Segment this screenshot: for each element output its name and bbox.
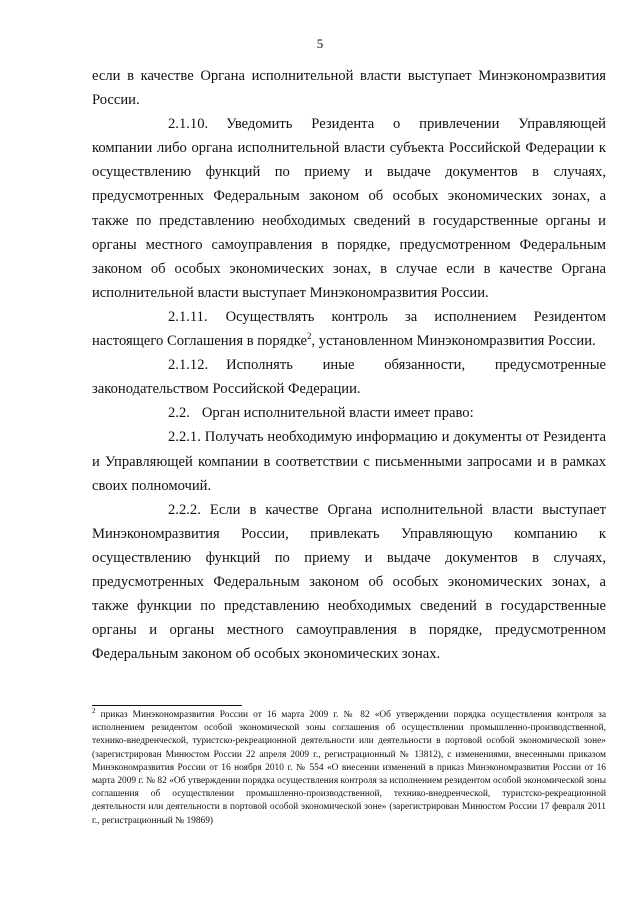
clause-text: Орган исполнительной власти имеет право:	[201, 405, 474, 422]
clause-number: 2.2.1.	[168, 429, 201, 446]
clause-number: 2.2.2.	[168, 501, 201, 518]
clause-text: Получать необходимую информацию и документы от Резидента и Управляющей компании в соответствии с письменными запросами и в рамках своих полномочий.	[92, 429, 606, 494]
footnote-mark: 2	[92, 706, 96, 715]
clause-number: 2.2.	[168, 405, 190, 422]
page-number: 5	[316, 36, 324, 51]
document-body	[92, 64, 606, 666]
clause-text: Если в качестве Органа исполнительной власти выступает Минэкономразвития России, привлекать Управляющую компанию к осуществлению функций по приему и выдаче документов в случаях, предусмотренных Федеральным законом об особых экономических зонах, а также функции по представлению необходимых сведений в государственные органы и органы местного самоуправления в порядке, предусмотренном Федеральным законом об особых экономических зонах.	[92, 501, 606, 663]
paragraph-2-1-12	[92, 353, 606, 401]
paragraph-2-2	[92, 401, 606, 425]
paragraph-2-1-10	[92, 112, 606, 305]
clause-number: 2.1.11.	[168, 308, 208, 325]
footnote-reference[interactable]: 2	[306, 331, 312, 342]
paragraph-continuation: если в качестве Органа исполнительной власти выступает Минэкономразвития России.	[92, 68, 606, 109]
clause-number: 2.1.12.	[168, 357, 209, 374]
clause-text: Осуществлять контроль за исполнением Резидентом настоящего Соглашения в порядке	[92, 308, 606, 350]
paragraph-2-2-1	[92, 425, 606, 497]
clause-text: Уведомить Резидента о привлечении Управляющей компании либо органа исполнительной власти субъекта Российской Федерации к осуществлению функций по приему и выдаче документов в случаях, предусмотренных Федеральным законом об особых экономических зонах, а также по представлению необходимых сведений в государственные органы и органы местного самоуправления в порядке, предусмотренном Федеральным законом об особых экономических зонах, в случае если в качестве Органа исполнительной власти выступает Минэкономразвития России.	[92, 116, 606, 301]
paragraph-2-1-11	[92, 305, 606, 353]
paragraph-2-2-2	[92, 498, 606, 667]
clause-text: Исполнять иные обязанности, предусмотренные законодательством Российской Федерации.	[92, 357, 606, 398]
footnote	[92, 706, 607, 828]
clause-text-continued: , установленном Минэкономразвития России.	[311, 333, 596, 350]
clause-number: 2.1.10.	[168, 116, 209, 133]
footnote-text: приказ Минэкономразвития России от 16 марта 2009 г. № 82 «Об утверждении порядка осуществления контроля за исполнением резидентом особой экономической зоны соглашения об осуществлении промышленно-производственной, технико-внедренческой, туристско-рекреационной деятельности или деятельности в портовой особой экономической зоне» (зарегистрирован Минюстом России 22 апреля 2009 г., регистрационный № 13812), с изменениями, внесенными приказом Минэкономразвития России от 16 ноября 2010 г. № 554 «О внесении изменений в приказ Минэкономразвития России от 16 марта 2009 г. № 82 «Об утверждении порядка осуществления контроля за исполнением резидентом особой экономической зоны соглашения об осуществлении промышленно-производственной, технико-внедренческой, туристско-рекреационной деятельности или деятельности в портовой особой экономической зоне» (зарегистрирован Минюстом России 17 февраля 2011 г., регистрационный № 19869)	[92, 710, 607, 826]
footnote-separator	[92, 705, 242, 706]
